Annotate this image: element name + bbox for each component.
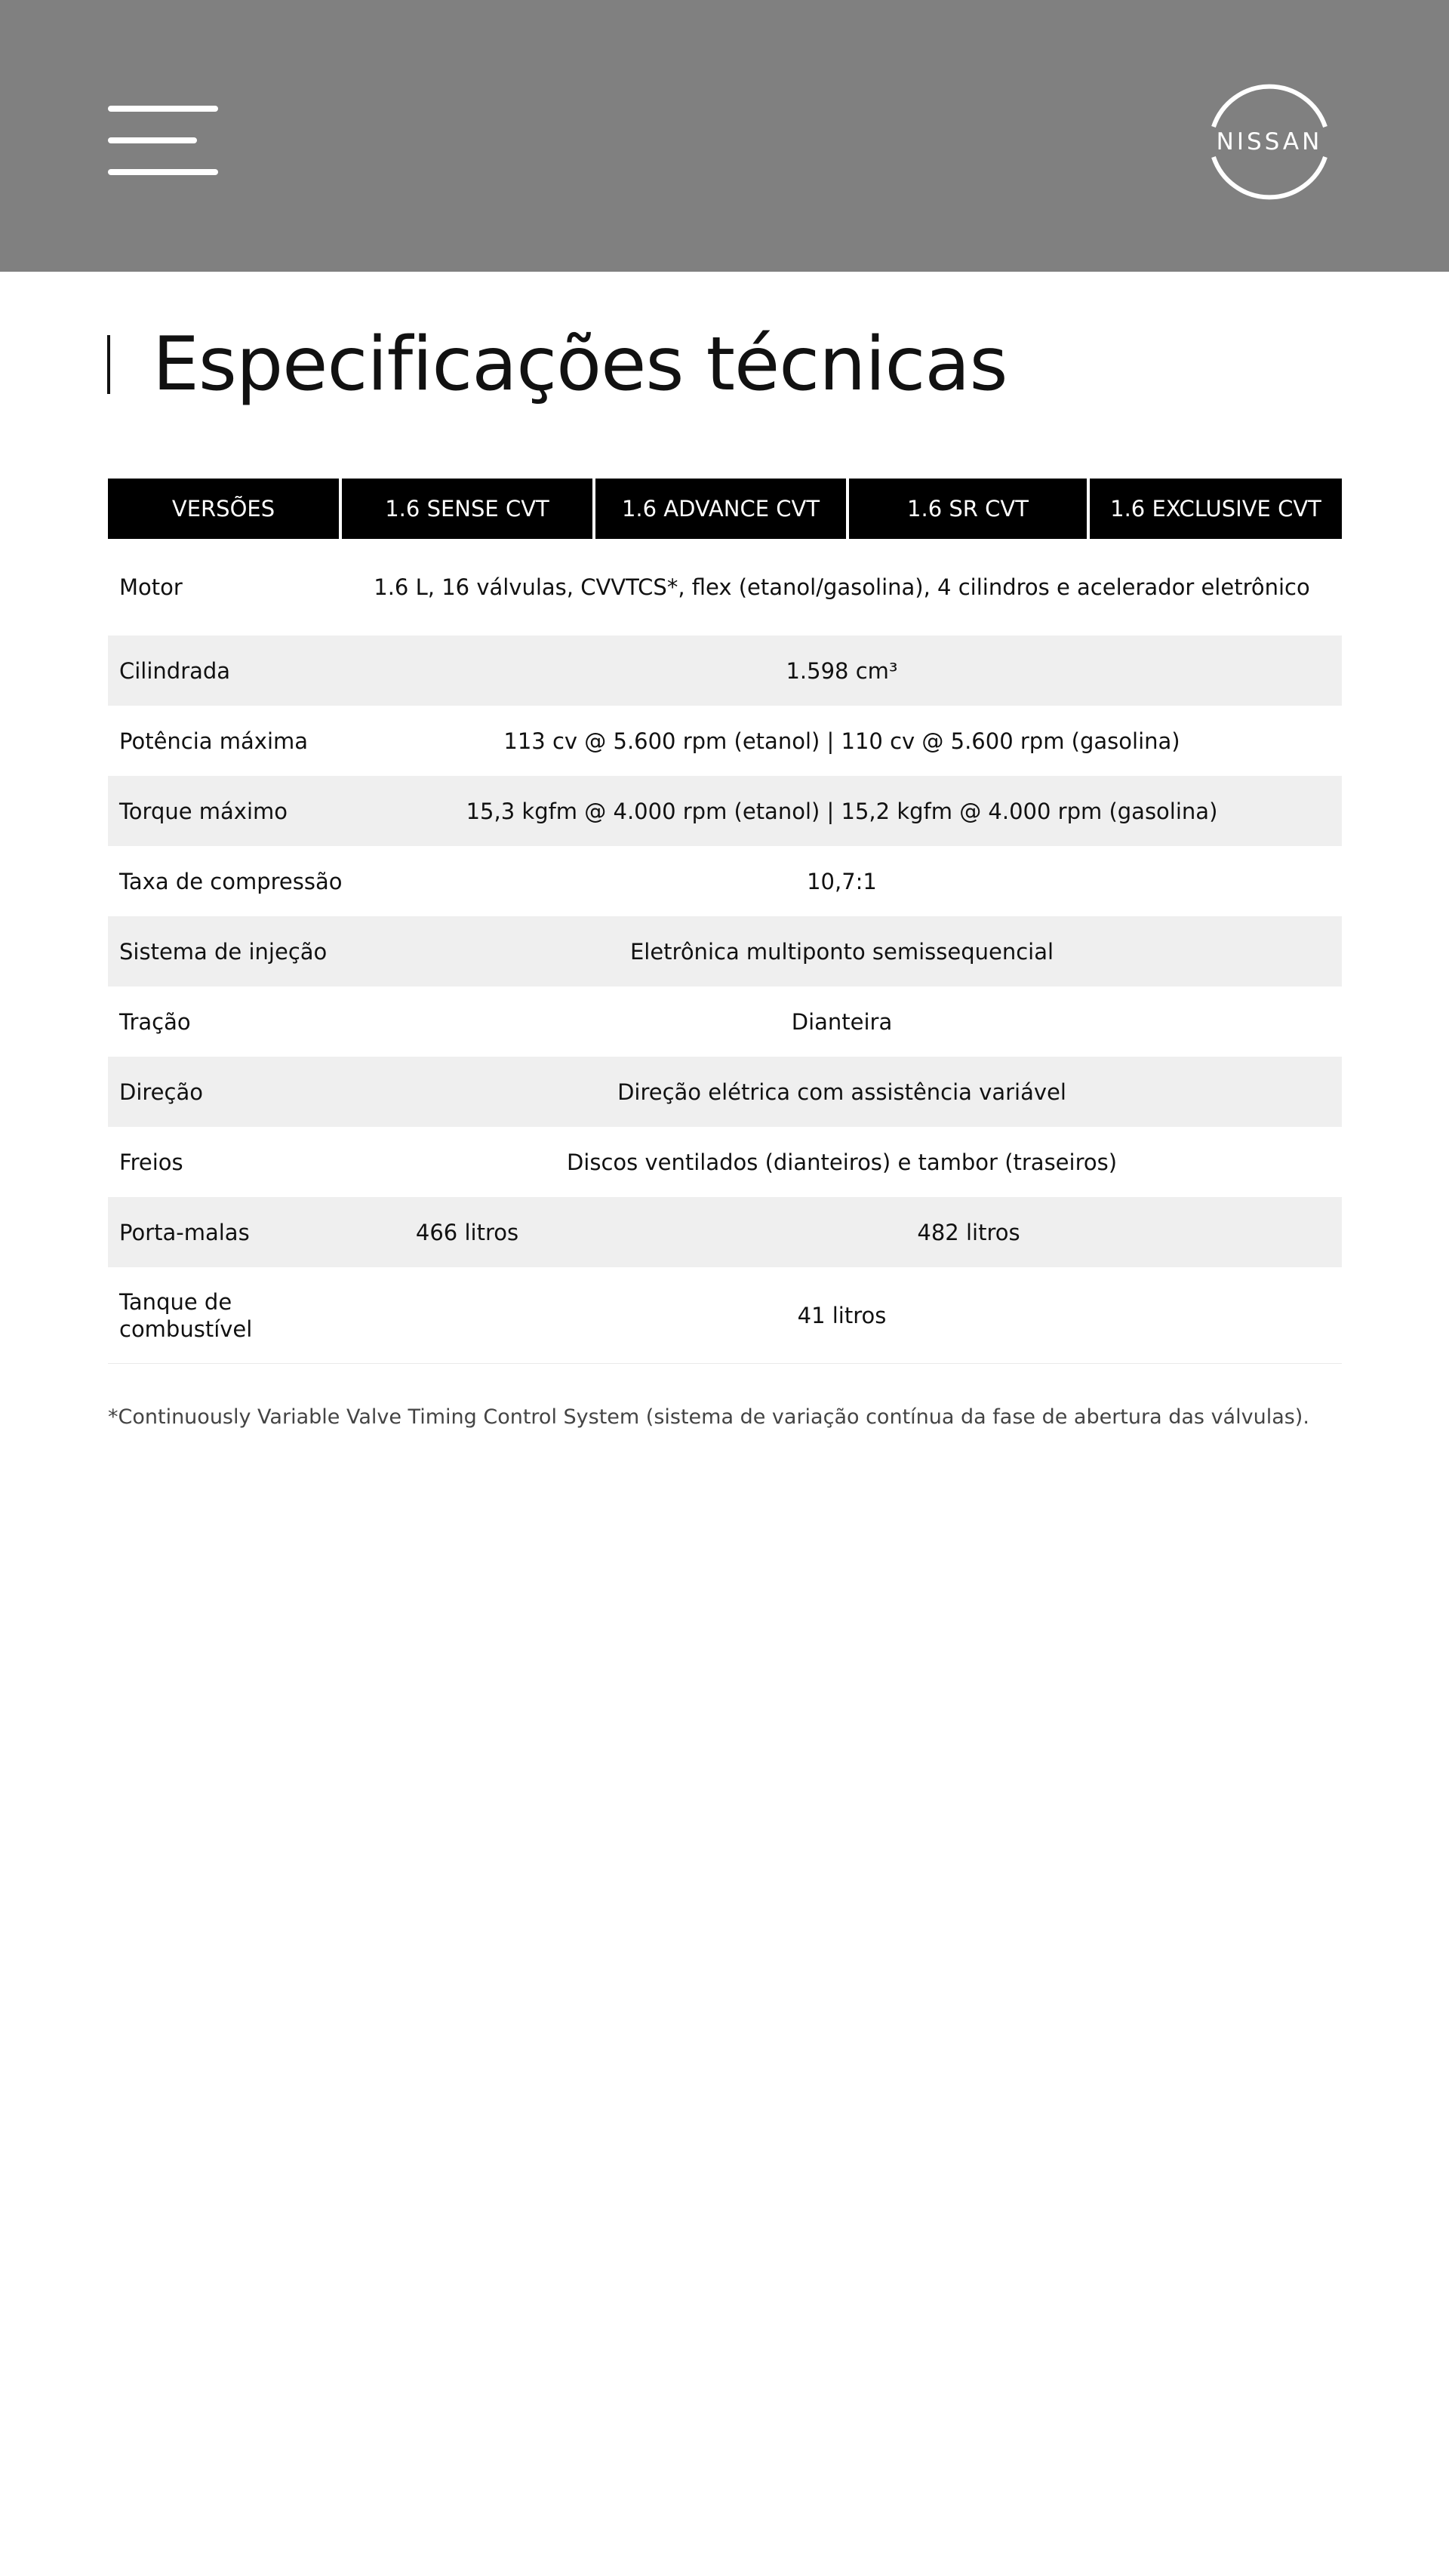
row-value: Eletrônica multiponto semissequencial <box>629 938 1054 965</box>
row-value: 15,3 kgfm @ 4.000 rpm (etanol) | 15,2 kgfm @ 4.000 rpm (gasolina) <box>466 798 1218 824</box>
page-title: Especificações técnicas <box>152 322 1008 408</box>
row-value: 1.598 cm³ <box>786 657 898 684</box>
column-header-sense: 1.6 SENSE CVT <box>342 479 592 539</box>
row-value: 113 cv @ 5.600 rpm (etanol) | 110 cv @ 5.600 rpm (gasolina) <box>503 728 1180 754</box>
row-label: Direção <box>119 1079 203 1105</box>
table-row-motor <box>108 539 1342 636</box>
row-label: Freios <box>119 1149 183 1175</box>
row-label: Cilindrada <box>119 657 231 684</box>
table-row-cilindrada <box>108 636 1342 706</box>
row-value: 10,7:1 <box>807 868 877 894</box>
row-label: Porta-malas <box>119 1219 250 1245</box>
row-value-sense: 466 litros <box>415 1219 519 1245</box>
table-row-porta-malas <box>108 1197 1342 1267</box>
nissan-logo[interactable] <box>1198 83 1340 201</box>
row-value: 1.6 L, 16 válvulas, CVVTCS*, flex (etanol/gasolina), 4 cilindros e acelerador eletrônico <box>374 574 1310 600</box>
column-header-exclusive: 1.6 EXCLUSIVE CVT <box>1090 479 1342 539</box>
row-value: Direção elétrica com assistência variável <box>617 1079 1066 1105</box>
column-header-versions: VERSÕES <box>108 479 339 539</box>
table-row-torque <box>108 776 1342 846</box>
row-value: Dianteira <box>791 1008 893 1035</box>
table-row-compressao <box>108 846 1342 916</box>
column-header-advance: 1.6 ADVANCE CVT <box>595 479 846 539</box>
row-label: Taxa de compressão <box>119 868 343 894</box>
row-value: 41 litros <box>797 1302 887 1328</box>
logo-text: NISSAN <box>1216 128 1323 155</box>
specs-table <box>108 479 1342 1364</box>
row-label: Tração <box>119 1008 191 1035</box>
table-header-row <box>108 479 1342 539</box>
footnote: *Continuously Variable Valve Timing Control System (sistema de variação contínua da fase de abertura das válvulas). <box>108 1405 1309 1429</box>
column-header-sr: 1.6 SR CVT <box>849 479 1087 539</box>
row-label: Tanque de combustível <box>119 1288 253 1342</box>
row-label: Motor <box>119 574 183 600</box>
row-value: Discos ventilados (dianteiros) e tambor (traseiros) <box>566 1149 1118 1175</box>
table-row-tracao <box>108 986 1342 1057</box>
table-row-injecao <box>108 916 1342 986</box>
table-row-direcao <box>108 1057 1342 1127</box>
hamburger-menu-icon[interactable] <box>108 106 218 175</box>
table-row-freios <box>108 1127 1342 1197</box>
row-label: Sistema de injeção <box>119 938 328 965</box>
row-label: Torque máximo <box>119 798 288 824</box>
row-label: Potência máxima <box>119 728 309 754</box>
title-accent-bar <box>107 335 110 394</box>
header-bar <box>0 0 1449 272</box>
table-row-potencia <box>108 706 1342 776</box>
table-row-tanque <box>108 1267 1342 1364</box>
row-value-others: 482 litros <box>917 1219 1020 1245</box>
